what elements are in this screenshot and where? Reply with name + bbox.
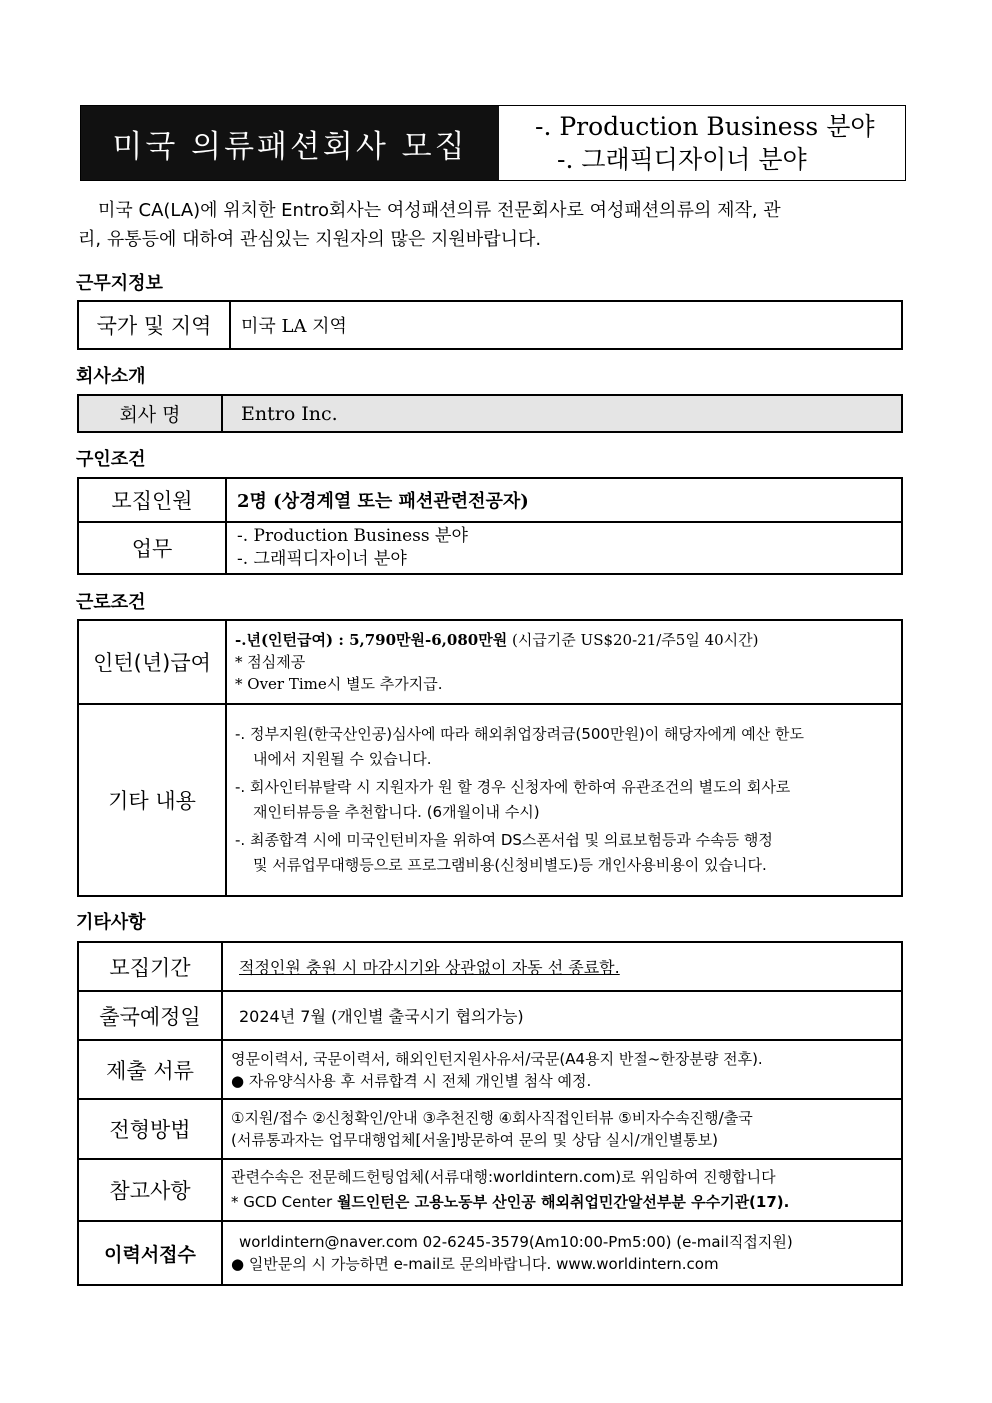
intro-line-1: 미국 CA(LA)에 위치한 Entro회사는 여성패션의류 전문회사로 여성패션의류의 제작, 관 [98, 200, 781, 221]
intro-text [78, 196, 908, 254]
company-name-value: Entro Inc. [222, 395, 902, 432]
etc-table [77, 941, 903, 1286]
job-line-1: -. Production Business 분야 [237, 526, 468, 546]
documents-label: 제출 서류 [78, 1040, 222, 1099]
salary-amount: -.년(인턴급여) : 5,790만원-6,080만원 [235, 631, 508, 649]
documents-value [222, 1040, 902, 1099]
period-value: 적정인원 충원 시 마감시기와 상관없이 자동 선 종료함. [239, 958, 620, 977]
country-region-label: 국가 및 지역 [78, 301, 230, 349]
header-banner [80, 105, 906, 181]
resume-value [222, 1221, 902, 1285]
resume-inquiry[interactable]: ● 일반문의 시 가능하면 e-mail로 문의바랍니다. www.worldintern.com [231, 1255, 719, 1273]
company-table [77, 394, 903, 433]
process-value [222, 1099, 902, 1159]
banner-title: 미국 의류패션회사 모집 [81, 106, 499, 180]
section-hiring: 구인조건 [76, 449, 146, 470]
departure-value: 2024년 7월 (개인별 출국시기 협의가능) [222, 991, 902, 1040]
process-label: 전형방법 [78, 1099, 222, 1159]
hiring-table [77, 477, 903, 575]
reference-line-1: 관련수속은 전문헤드헌팅업체(서류대행:worldintern.com)로 위임하여 진행합니다 [231, 1168, 776, 1186]
resume-label: 이력서접수 [78, 1221, 222, 1285]
other-1b: 내에서 지원될 수 있습니다. [253, 750, 432, 768]
section-company: 회사소개 [76, 366, 146, 387]
reference-value [222, 1159, 902, 1221]
period-label: 모집기간 [78, 942, 222, 991]
section-work-info: 근무지정보 [76, 273, 163, 294]
departure-label: 출국예정일 [78, 991, 222, 1040]
banner-fields [499, 106, 905, 180]
salary-overtime: * Over Time시 별도 추가지급. [235, 675, 443, 693]
salary-lunch: * 점심제공 [235, 653, 306, 671]
headcount-value: 2명 (상경계열 또는 패션관련전공자) [226, 478, 902, 522]
documents-line-1: 영문이력서, 국문이력서, 해외인턴지원사유서/국문(A4용지 반절~한장분량 전후). [231, 1049, 763, 1068]
intro-line-2: 리, 유통등에 대하여 관심있는 지원자의 많은 지원바랍니다. [78, 229, 542, 250]
salary-value [226, 620, 902, 704]
salary-label: 인턴(년)급여 [78, 620, 226, 704]
country-region-value: 미국 LA 지역 [230, 301, 902, 349]
headcount-label: 모집인원 [78, 478, 226, 522]
resume-contact[interactable]: worldintern@naver.com 02-6245-3579(Am10:00-Pm5:00) (e-mail직접지원) [239, 1233, 793, 1251]
reference-center: * GCD Center [231, 1193, 337, 1211]
company-name-label: 회사 명 [78, 395, 222, 432]
job-value [226, 522, 902, 574]
work-info-table [77, 300, 903, 350]
section-etc: 기타사항 [76, 912, 146, 933]
job-line-2: -. 그래픽디자이너 분야 [237, 549, 407, 569]
process-line-1: ①지원/접수 ②신청확인/안내 ③추천진행 ④회사직접인터뷰 ⑤비자수속진행/출국 [231, 1109, 753, 1127]
other-3b: 및 서류업무대행등으로 프로그램비용(신청비별도)등 개인사용비용이 있습니다. [253, 856, 767, 874]
other-2b: 재인터뷰등을 추천합니다. (6개월이내 수시) [253, 803, 540, 821]
reference-label: 참고사항 [78, 1159, 222, 1221]
reference-award: 월드인턴은 고용노동부 산인공 해외취업민간알선부분 우수기관(17). [336, 1193, 790, 1211]
job-label: 업무 [78, 522, 226, 574]
process-line-2: (서류통과자는 업무대행업체[서울]방문하여 문의 및 상담 실시/개인별통보) [231, 1131, 719, 1149]
conditions-table [77, 619, 903, 897]
other-value [226, 704, 902, 896]
other-label: 기타 내용 [78, 704, 226, 896]
banner-field-2: -. 그래픽디자이너 분야 [557, 145, 807, 174]
section-conditions: 근로조건 [76, 592, 146, 613]
other-3a: -. 최종합격 시에 미국인턴비자을 위하여 DS스폰서쉽 및 의료보험등과 수속등 행정 [235, 831, 773, 849]
documents-line-2: ● 자유양식사용 후 서류합격 시 전체 개인별 첨삭 예정. [231, 1071, 592, 1090]
salary-basis: (시급기준 US$20-21/주5일 40시간) [507, 631, 759, 649]
other-2a: -. 회사인터뷰탈락 시 지원자가 원 할 경우 신청자에 한하여 유관조건의 별도의 회사로 [235, 778, 791, 796]
other-1a: -. 정부지원(한국산인공)심사에 따라 해외취업장려금(500만원)이 해당자에게 예산 한도 [235, 725, 805, 743]
banner-field-1: -. Production Business 분야 [535, 112, 875, 141]
